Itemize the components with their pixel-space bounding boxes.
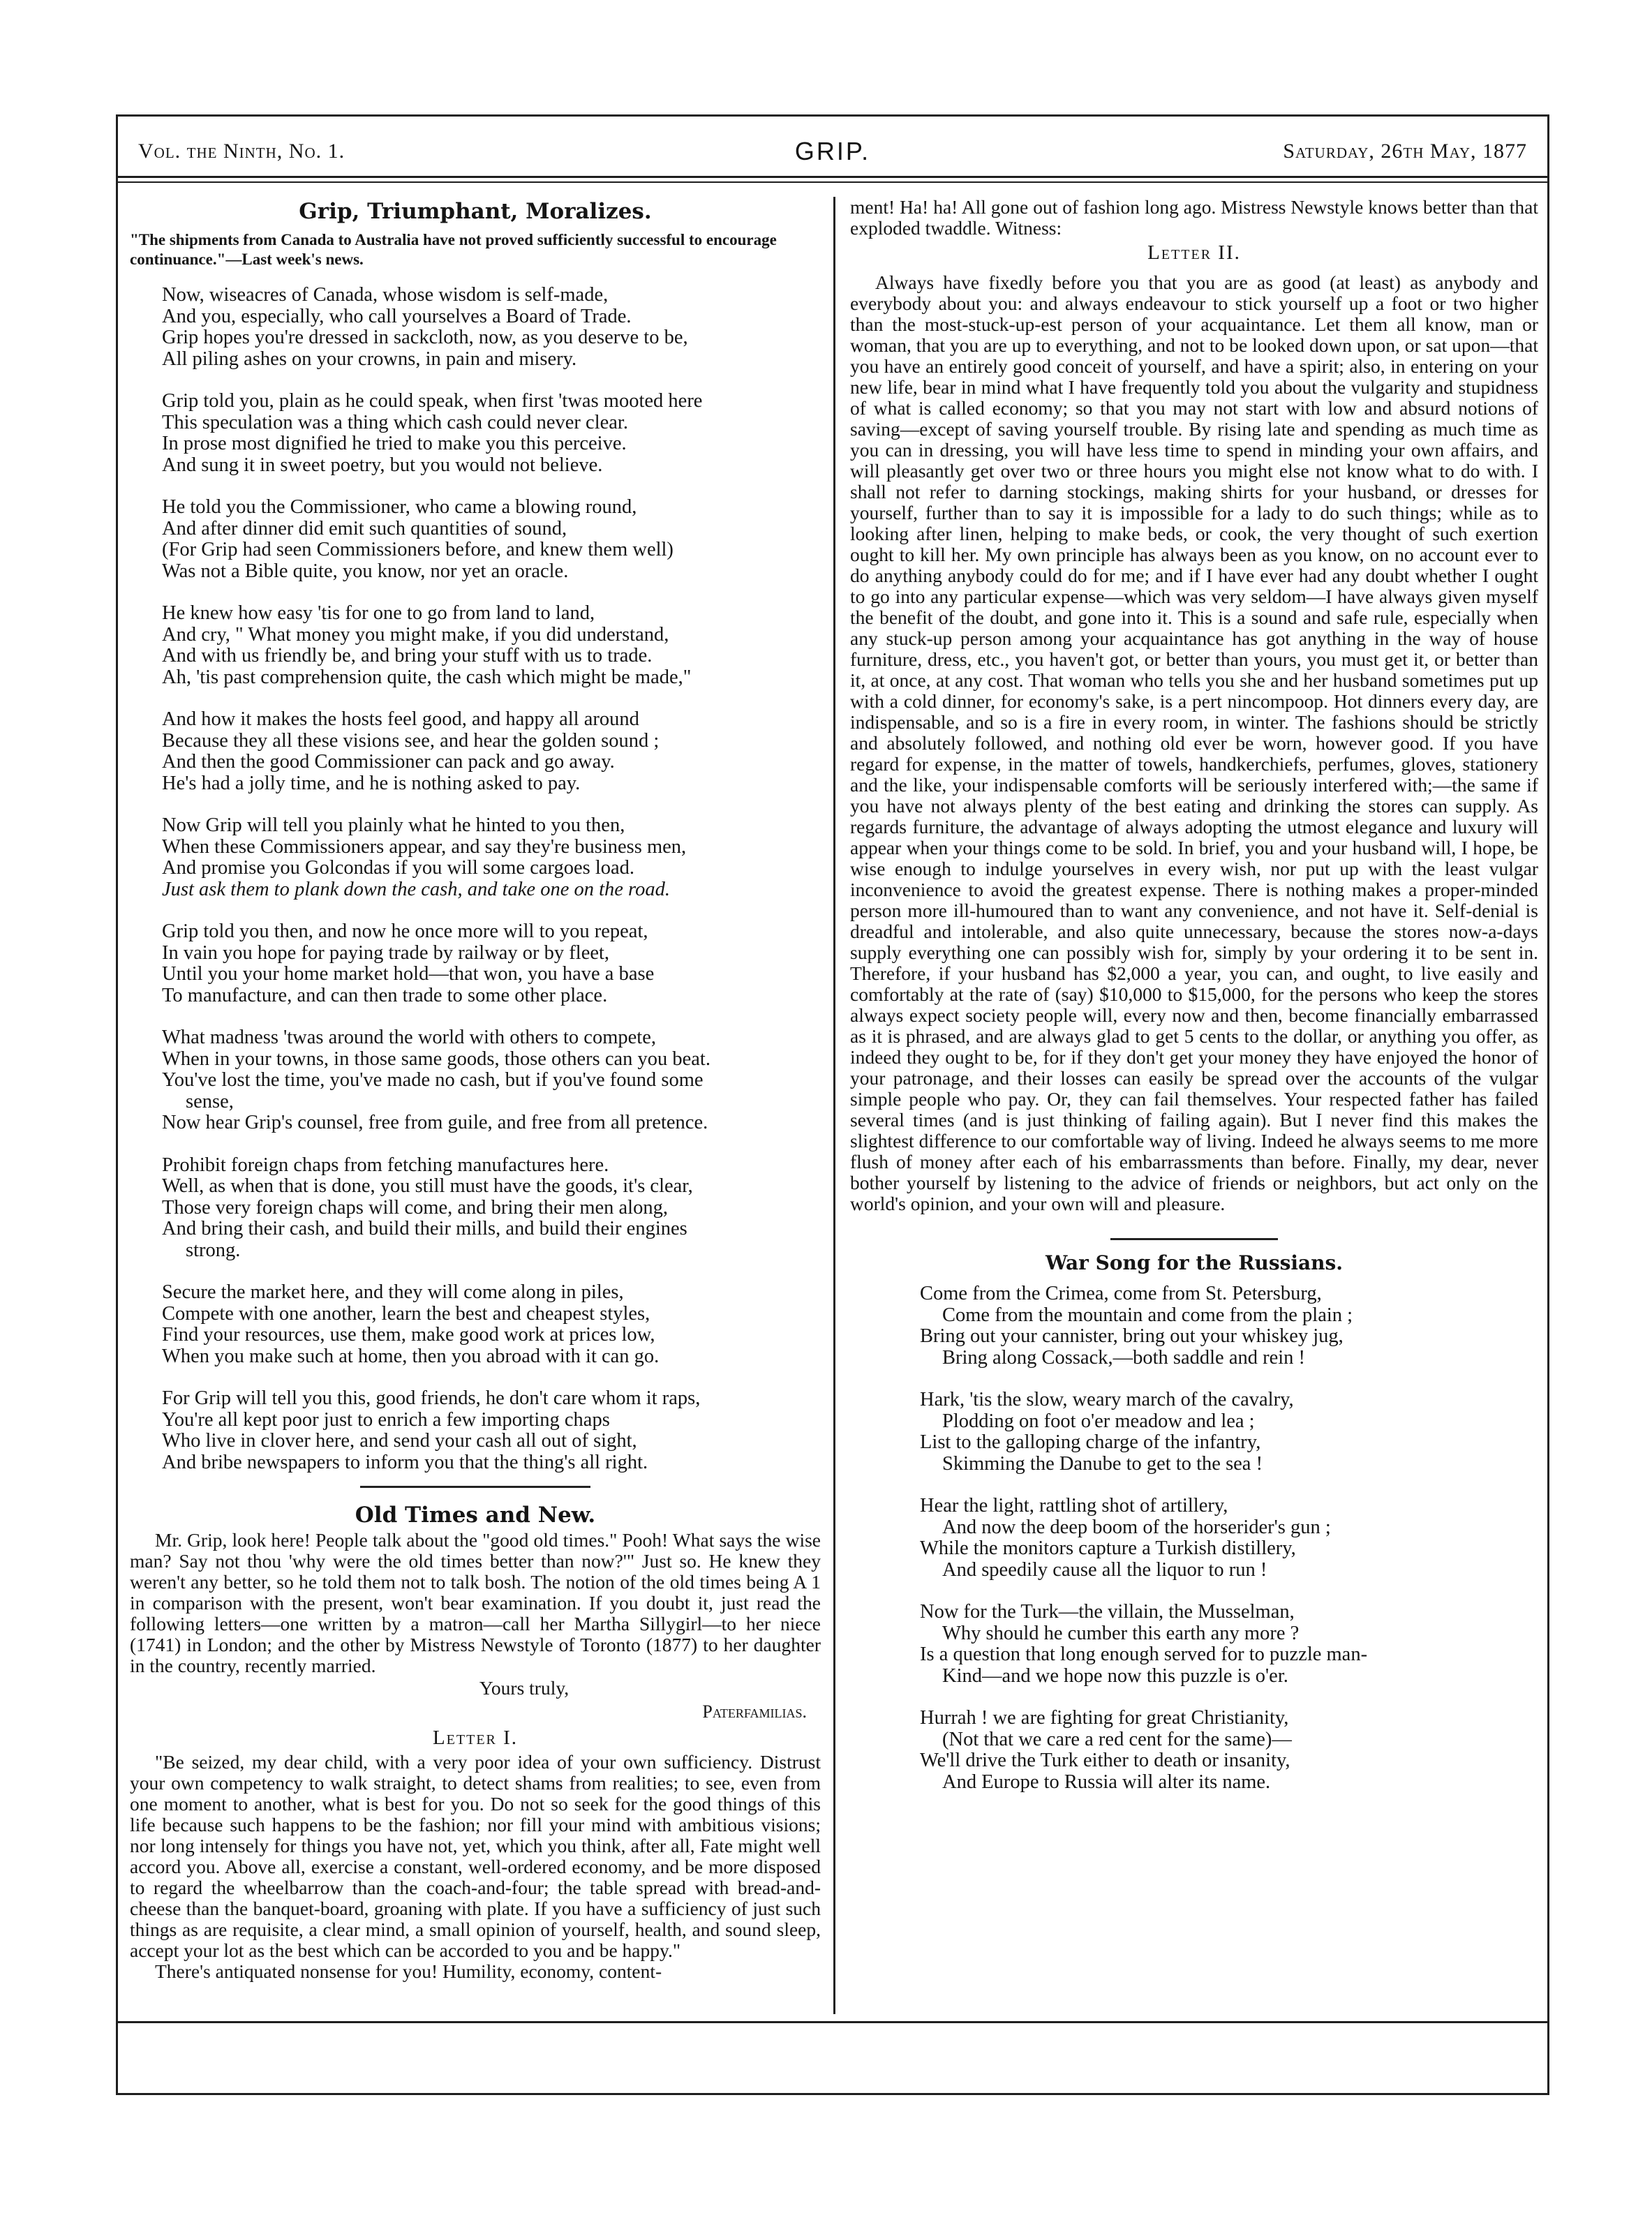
poem-line: Grip hopes you're dressed in sackcloth, now, as you deserve to be, [162,327,688,348]
poem-line: And promise you Golcondas if you will some cargoes load. [162,857,635,879]
poem-line: Compete with one another, learn the best and cheapest styles, [162,1302,650,1325]
poem-line: And you, especially, who call yourselves a Board of Trade. [162,305,632,327]
poem-line: You've lost the time, you've made no cash, but if you've found some [162,1069,704,1091]
poem-line: He's had a jolly time, and he is nothing asked to pay. [162,772,581,794]
poem-line: Come from the Crimea, come from St. Petersburg, [920,1283,1322,1304]
footer-rule [116,2021,1549,2023]
poem-line: And bring their cash, and build their mills, and build their engines [162,1218,687,1239]
poem-line: Was not a Bible quite, you know, nor yet an oracle. [162,560,569,582]
poem-stanza [162,285,821,370]
poem-line: And then the good Commissioner can pack and go away. [162,751,615,773]
poem-line: This speculation was a thing which cash could never clear. [162,411,628,433]
section-divider [1110,1238,1278,1240]
poem-line: Come from the mountain and come from the plain ; [942,1304,1353,1326]
poem-stanza [920,1390,1538,1475]
poem-stanza [162,1155,821,1262]
poem-line: When you make such at home, then you abroad with it can go. [162,1345,660,1367]
letter-one-body [130,1752,821,1982]
poem-line: Kind—and we hope now this puzzle is o'er. [942,1664,1288,1687]
poem-line: And Europe to Russia will alter its name. [942,1771,1271,1793]
poem-line: Why should he cumber this earth any more ? [942,1622,1300,1644]
poem-line: We'll drive the Turk either to death or insanity, [920,1750,1290,1771]
poem-line: Now, wiseacres of Canada, whose wisdom is self-made, [162,284,609,306]
volume-number: Vol. the Ninth, No. 1. [138,140,345,163]
poem-line: Until you your home market hold—that won, you have a base [162,963,655,985]
poem-line: Hurrah ! we are fighting for great Christianity, [920,1707,1289,1729]
poem-line: To manufacture, and can then trade to some other place. [162,984,608,1006]
poem-stanza [920,1283,1538,1369]
poem-line: Just ask them to plank down the cash, and take one on the road. [162,878,670,900]
issue-date: Saturday, 26th May, 1877 [1283,140,1527,163]
poem-line: Find your resources, use them, make good work at prices low, [162,1324,655,1346]
poem-line: (For Grip had seen Commissioners before, and knew them well) [162,539,674,560]
poem-line: He knew how easy 'tis for one to go from land to land, [162,602,595,624]
left-column [130,197,821,1982]
masthead [123,124,1542,174]
poem-stanza [162,497,821,582]
poem-line: (Not that we care a red cent for the same)— [942,1728,1292,1750]
poem-stanza [162,1388,821,1473]
poem-line: Secure the market here, and they will come along in piles, [162,1281,624,1303]
poem-line: In vain you hope for paying trade by railway or by fleet, [162,941,610,964]
masthead-rule-thin [116,181,1549,183]
article-title-grip-triumphant: Grip, Triumphant, Moralizes. [299,199,652,224]
poem-line: And with us friendly be, and bring your stuff with us to trade. [162,645,653,666]
poem-line: And speedily cause all the liquor to run ! [942,1558,1267,1581]
poem-stanza [162,921,821,1006]
poem-line: Plodding on foot o'er meadow and lea ; [942,1410,1255,1432]
epigraph: "The shipments from Canada to Australia have not proved sufficiently successful to encourage continuance."—Last week's news. [130,231,777,268]
article-continuation [850,197,1538,239]
article-title-war-song: War Song for the Russians. [1045,1251,1344,1274]
poem-line: For Grip will tell you this, good friends, he don't care whom it raps, [162,1387,701,1409]
poem-line: Skimming the Danube to get to the sea ! [942,1452,1263,1475]
poem-line: And cry, " What money you might make, if you did understand, [162,623,669,646]
right-column [850,197,1538,1793]
poem-stanza [162,391,821,476]
letter-heading: Letter II. [1147,241,1241,264]
letter-heading: Letter I. [432,1727,519,1749]
poem-stanza [920,1708,1538,1793]
article-paragraph: There's antiquated nonsense for you! Humility, economy, content- [155,1960,662,1982]
poem-stanza [162,815,821,900]
poem-line: And how it makes the hosts feel good, and happy all around [162,708,639,730]
poem-line: Who live in clover here, and send your cash all out of sight, [162,1430,637,1452]
poem-line: Grip told you then, and now he once more will to you repeat, [162,921,648,942]
column-divider [833,197,835,2014]
poem-line: Hear the light, rattling shot of artillery, [920,1495,1228,1517]
poem-line: Bring along Cossack,—both saddle and rein ! [942,1346,1306,1369]
article-paragraph: ment! Ha! ha! All gone out of fashion long ago. Mistress Newstyle knows better than that exploded twaddle. Witness: [850,196,1538,239]
poem-line: What madness 'twas around the world with others to compete, [162,1027,656,1048]
poem-line: And now the deep boom of the horserider's gun ; [942,1516,1331,1538]
poem-stanza [162,709,821,794]
poem-stanza [162,1282,821,1367]
letter-closing: Yours truly, [479,1677,570,1699]
poem-line: Well, as when that is done, you still must have the goods, it's clear, [162,1175,693,1197]
poem-line: When in your towns, in those same goods, those others can you beat. [162,1048,710,1070]
poem-line: Now Grip will tell you plainly what he hinted to you then, [162,814,625,836]
article-paragraph: Mr. Grip, look here! People talk about the "good old times." Pooh! What says the wise man? Say not thou 'why were the old times better than now?'" Just so. He knew they weren't any better, so he told them not to talk bosh. The notion of the old times being A 1 in comparison with the present, won't bear examination. If you doubt it, just read the following letters—one written by a matron—call her Martha Sillygirl—to her niece (1741) in London; and the other by Mistress Newstyle of Toronto (1877) to her daughter in the country, recently married. [130,1529,821,1676]
poem-line: While the monitors capture a Turkish distillery, [920,1537,1296,1559]
poem-line: Is a question that long enough served for to puzzle man- [920,1644,1368,1665]
poem-line: sense, [186,1090,234,1112]
article-paragraph: "Be seized, my dear child, with a very poor idea of your own sufficiency. Distrust your own competency to walk straight, to detect shams from realities; to see, even from one moment to another, what is best for you. Do not so seek for the good things of this life because such happens to be the fashion; nor fill your mind with ambitious visions; nor long intensely for things you have not, yet, which you think, after all, Fate might well accord you. Above all, exercise a constant, well-ordered economy, and be more disposed to regard the wheelbarrow than the coach-and-four; the table spread with bread-and-cheese than the banquet-board, groaning with plate. If you have a sufficiency of just such things as are requisite, a clear mind, a small opinion of yourself, health, and sound sleep, accept your lot as the best which can be accorded to you and be happy." [130,1751,821,1961]
poem-line: All piling ashes on your crowns, in pain and misery. [162,348,577,370]
poem-line: In prose most dignified he tried to make you this perceive. [162,433,627,454]
poem-line: Those very foreign chaps will come, and bring their men along, [162,1196,668,1219]
poem-line: strong. [186,1239,241,1261]
poem-line: Ah, 'tis past comprehension quite, the cash which might be made," [162,666,692,688]
poem-war-song [920,1283,1538,1793]
poem-grip-triumphant [162,285,821,1473]
section-divider [360,1486,590,1488]
poem-line: When these Commissioners appear, and say they're business men, [162,835,687,858]
poem-line: He told you the Commissioner, who came a blowing round, [162,496,637,518]
poem-line: And after dinner did emit such quantities of sound, [162,517,567,539]
poem-stanza [920,1496,1538,1581]
letter-signature: Paterfamilias. [702,1701,807,1722]
poem-stanza [162,603,821,688]
article-paragraph: Always have fixedly before you that you are as good (at least) as anybody and everybody about you: and always endeavour to stick yourself up a foot or two higher than the most-stuck-up-est person of your acquaintance. Let them all know, man or woman, that you are up to everything, and not to be looked down upon, or sat upon—that you have an entirely good conceit of yourself, and have a spirit; also, in entering on your new life, bear in mind what I have frequently told you about the vulgarity and stupidness of what is called economy; so that you may not start with low and absurd notions of saving—except of saving yourself trouble. By rising late and spending as much time as you can in dressing, you will have less time to spend in minding your own affairs, and will pleasantly get over two or three hours you might else not know what to do with. I shall not refer to darning stockings, making shirts for your husband, or dresses for yourself, further than to say it is impossible for a lady to do such things; while as to looking after linen, helping to make beds, or cook, the very thought of such exertion ought to kill her. My own principle has always been as you know, on no account ever to do anything anybody could do for me; and if I have ever had any doubt whether I ought to go into any particular expense—which was very seldom—I have always given myself the benefit of the doubt, and gone into it. This is a sound and safe rule, especially when any stuck-up person among your acquaintance has got anything in the way of house furniture, dress, etc., you haven't got, or better than yours, you must get it, or better than it, at once, at any cost. That woman who tells you she and her husband sometimes put up with a cold dinner, for economy's sake, is a pert nincompoop. Hot dinners every day, are indispensable, and so is a fire in every room, in winter. The fashions should be strictly and absolutely followed, and nothing old ever be worn, however good. If you have regard for expense, in the matter of towels, handkerchiefs, perfumes, gloves, stationery and the like, your indispensable comforts will be seriously interfered with;—the same if you have not always plenty of the best eating and drinking the stores can supply. As regards furniture, the advantage of always adopting the utmost elegance and luxury will appear when your things come to be sold. In brief, you and your husband will, I hope, be wise enough to indulge yourselves in every wish, nor put up with the least vulgar inconvenience to avoid the greatest expense. There is nothing makes a proper-minded person more ill-humoured than to want any convenience, and not have it. Self-denial is dreadful and intolerable, and also quite unnecessary, because the stores now-a-days supply everything one can possibly wish for, simply by your ordering it to be sent in. Therefore, if your husband has $2,000 a year, you can, and ought, to live easily and comfortably at the rate of (say) $10,000 to $15,000, for the persons who keep the stores always expect society people will, every now and then, become financially embarrassed as it is phrased, and are always glad to get 5 cents to the dollar, or anything you offer, as indeed they ought to be, for if they don't get your money they have enjoyed the honor of your patronage, and their losses can easily be spread over the accounts of the vulgar simple people who pay. Or, they can fail themselves. Your respected father has failed several times (and is just thinking of failing again). But I never find this makes the slightest difference to our comfortable way of living. Indeed he always seems to me more flush of money after each of his embarrassments than before. Finally, my dear, never bother yourself by listening to the advice of friends or neighbors, but act only on the world's opinion, and your own will and pleasure. [850,271,1538,1214]
poem-line: Bring out your cannister, bring out your whiskey jug, [920,1325,1344,1347]
poem-line: And sung it in sweet poetry, but you would not believe. [162,454,603,476]
poem-line: Prohibit foreign chaps from fetching manufactures here. [162,1154,609,1176]
poem-line: Now hear Grip's counsel, free from guile, and free from all pretence. [162,1112,708,1133]
poem-stanza [920,1602,1538,1687]
poem-line: You're all kept poor just to enrich a few importing chaps [162,1408,610,1431]
masthead-rule [116,176,1549,178]
poem-stanza [162,1027,821,1134]
poem-line: Now for the Turk—the villain, the Musselman, [920,1601,1295,1623]
poem-line: Hark, 'tis the slow, weary march of the cavalry, [920,1389,1294,1410]
article-old-times-body [130,1530,821,1676]
poem-line: Grip told you, plain as he could speak, when first 'twas mooted here [162,390,703,412]
poem-line: Because they all these visions see, and hear the golden sound ; [162,729,660,752]
letter-two-body [850,272,1538,1214]
poem-line: List to the galloping charge of the infantry, [920,1431,1261,1453]
poem-line: And bribe newspapers to inform you that the thing's all right. [162,1451,648,1473]
article-title-old-times: Old Times and New. [355,1503,596,1528]
publication-title: GRIP. [794,137,871,165]
